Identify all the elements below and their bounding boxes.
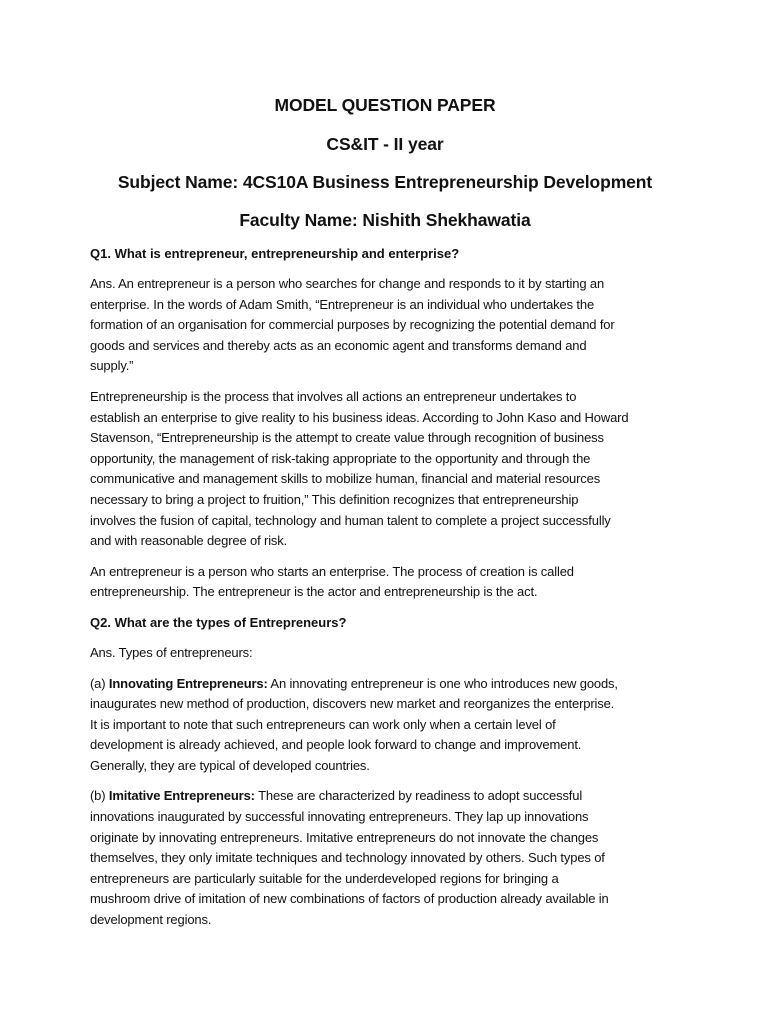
text-line (90, 786, 680, 807)
text-line: Stavenson, “Entrepreneurship is the attempt to create value through recognition of business (90, 430, 604, 446)
text-line: supply.” (90, 358, 134, 374)
text-line: originate by innovating entrepreneurs. Imitative entrepreneurs do not innovate the changes (90, 829, 599, 845)
text-line: inaugurates new method of production, discovers new market and reorganizes the enterprise. (90, 696, 615, 712)
text-line: formation of an organisation for commercial purposes by recognizing the potential demand for (90, 317, 615, 333)
text-line: establish an enterprise to give reality to his business ideas. According to John Kaso and Howard (90, 409, 629, 425)
answer-1-paragraph-2 (90, 387, 680, 552)
subject-heading: Subject Name: 4CS10A Business Entrepreneurship Development (117, 172, 653, 192)
document-title: MODEL QUESTION PAPER (274, 95, 496, 115)
faculty-heading: Faculty Name: Nishith Shekhawatia (239, 210, 531, 230)
type-imitative-entrepreneurs (90, 786, 680, 930)
text-line: entrepreneurs are particularly suitable for the underdeveloped regions for bringing a (90, 870, 559, 886)
text-line: mushroom drive of imitation of new combinations of factors of production already available in (90, 891, 609, 907)
text-line: involves the fusion of capital, technology and human talent to complete a project successfully (90, 512, 611, 528)
text-line: communicative and management skills to mobilize human, financial and material resources (90, 471, 601, 487)
text-line: An entrepreneur is a person who starts an enterprise. The process of creation is called (90, 563, 574, 579)
document-page (90, 92, 680, 941)
question-2: Q2. What are the types of Entrepreneurs? (90, 614, 347, 630)
item-text: These are characterized by readiness to adopt successful (254, 788, 583, 804)
text-line: It is important to note that such entrepreneurs can work only when a certain level of (90, 716, 556, 732)
course-heading: CS&IT - II year (326, 134, 444, 154)
text-line: innovations inaugurated by successful innovating entrepreneurs. They lap up innovations (90, 809, 589, 825)
text-line: development regions. (90, 912, 212, 928)
text-line: Generally, they are typical of developed countries. (90, 757, 370, 773)
question-1: Q1. What is entrepreneur, entrepreneurship and enterprise? (90, 246, 460, 261)
text-line: Ans. An entrepreneur is a person who searches for change and responds to it by starting an (90, 276, 605, 291)
text-line: necessary to bring a project to fruition,” This definition recognizes that entrepreneurship (90, 491, 579, 507)
item-prefix: (b) (90, 788, 109, 804)
answer-1-paragraph-3 (90, 562, 680, 603)
text-line: Entrepreneurship is the process that involves all actions an entrepreneur undertakes to (90, 388, 577, 404)
text-line: entrepreneurship. The entrepreneur is the actor and entrepreneurship is the act. (90, 584, 538, 600)
text-line (90, 674, 680, 695)
item-text: An innovating entrepreneur is one who introduces new goods, (267, 675, 618, 691)
text-line: enterprise. In the words of Adam Smith, “Entrepreneur is an individual who undertakes the (90, 296, 595, 312)
answer-2-intro: Ans. Types of entrepreneurs: (90, 644, 253, 660)
term-label: Innovating Entrepreneurs: (108, 675, 268, 691)
text-line: development is already achieved, and people look forward to change and improvement. (90, 737, 582, 753)
type-innovating-entrepreneurs (90, 674, 680, 777)
item-prefix: (a) (90, 675, 109, 691)
text-line: and with reasonable degree of risk. (90, 533, 288, 549)
term-label: Imitative Entrepreneurs: (108, 788, 255, 804)
text-line: goods and services and thereby acts as an economic agent and transforms demand and (90, 337, 587, 353)
text-line: opportunity, the management of risk-taking appropriate to the opportunity and through the (90, 450, 591, 466)
text-line: themselves, they only imitate techniques and technology innovated by others. Such types of (90, 850, 605, 866)
answer-1-paragraph-1 (90, 274, 680, 377)
